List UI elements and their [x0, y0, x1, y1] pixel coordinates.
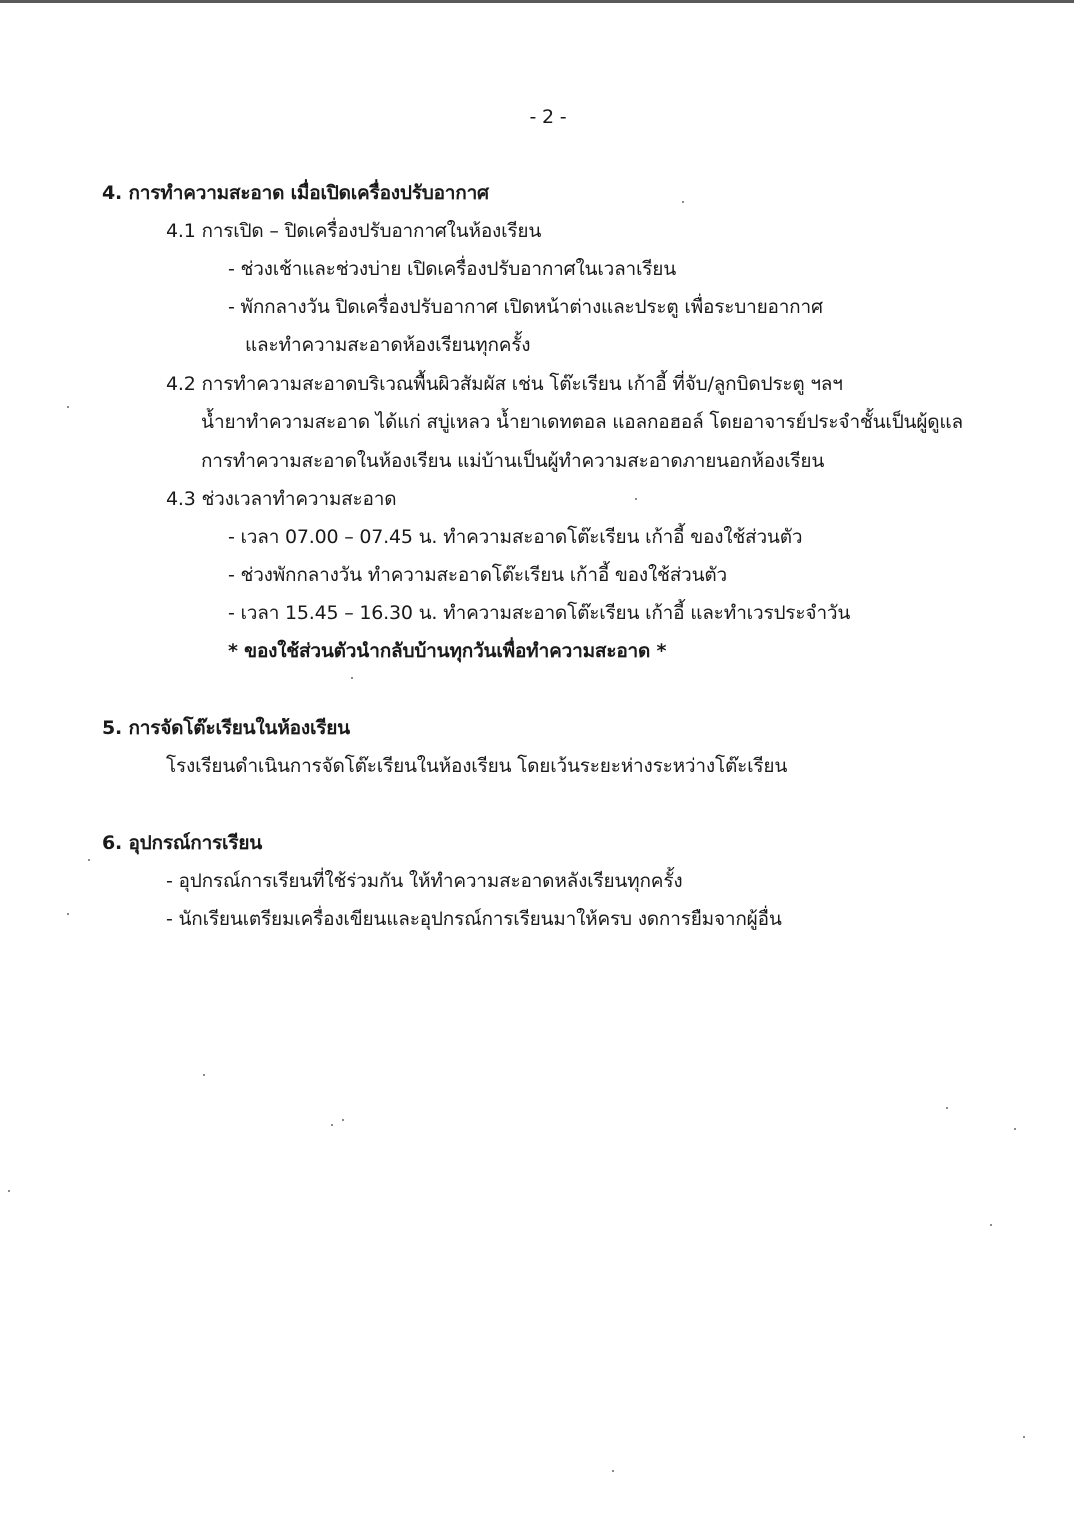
scan-speck [1014, 1128, 1016, 1130]
scan-speck [635, 498, 637, 500]
page-number: - 2 - [529, 106, 567, 128]
scan-speck [990, 1224, 992, 1226]
section-6-item-2: - นักเรียนเตรียมเครื่องเขียนและอุปกรณ์การเรียนมาให้ครบ งดการยืมจากผู้อื่น [166, 908, 782, 930]
section-4-3-item-2: - ช่วงพักกลางวัน ทำความสะอาดโต๊ะเรียน เก้าอี้ ของใช้ส่วนตัว [228, 564, 727, 586]
scan-speck [203, 1074, 205, 1076]
section-4-3-item-3: - เวลา 15.45 – 16.30 น. ทำความสะอาดโต๊ะเรียน เก้าอี้ และทำเวรประจำวัน [228, 602, 851, 624]
section-4-3-title: 4.3 ช่วงเวลาทำความสะอาด [166, 488, 397, 510]
scan-speck [1023, 1436, 1025, 1438]
section-4-1-item-2-continued: และทำความสะอาดห้องเรียนทุกครั้ง [245, 334, 531, 356]
scan-speck [88, 859, 90, 861]
scan-speck [331, 1124, 333, 1126]
section-4-1-item-2: - พักกลางวัน ปิดเครื่องปรับอากาศ เปิดหน้าต่างและประตู เพื่อระบายอากาศ [228, 296, 823, 318]
scan-speck [67, 913, 69, 915]
section-4-3-note: * ของใช้ส่วนตัวนำกลับบ้านทุกวันเพื่อทำความสะอาด * [228, 640, 667, 662]
scan-speck [351, 677, 353, 679]
scan-speck [682, 201, 684, 203]
section-4-2-line-3: การทำความสะอาดในห้องเรียน แม่บ้านเป็นผู้ทำความสะอาดภายนอกห้องเรียน [201, 450, 825, 472]
section-4-heading: 4. การทำความสะอาด เมื่อเปิดเครื่องปรับอากาศ [102, 182, 489, 204]
section-4-1-title: 4.1 การเปิด – ปิดเครื่องปรับอากาศในห้องเรียน [166, 220, 542, 242]
scan-speck [67, 406, 69, 408]
section-5-heading: 5. การจัดโต๊ะเรียนในห้องเรียน [102, 717, 350, 739]
scan-speck [612, 1470, 614, 1472]
section-6-heading: 6. อุปกรณ์การเรียน [102, 832, 263, 854]
section-5-body: โรงเรียนดำเนินการจัดโต๊ะเรียนในห้องเรียน โดยเว้นระยะห่างระหว่างโต๊ะเรียน [166, 755, 788, 777]
scan-speck [946, 1107, 948, 1109]
section-4-2-line-2: น้ำยาทำความสะอาด ได้แก่ สบู่เหลว น้ำยาเดทตอล แอลกอฮอล์ โดยอาจารย์ประจำชั้นเป็นผู้ดูแล [201, 411, 963, 433]
section-4-2-line-1: 4.2 การทำความสะอาดบริเวณพื้นผิวสัมผัส เช่น โต๊ะเรียน เก้าอี้ ที่จับ/ลูกบิดประตู ฯลฯ [166, 373, 843, 395]
section-4-3-item-1: - เวลา 07.00 – 07.45 น. ทำความสะอาดโต๊ะเรียน เก้าอี้ ของใช้ส่วนตัว [228, 526, 803, 548]
section-6-item-1: - อุปกรณ์การเรียนที่ใช้ร่วมกัน ให้ทำความสะอาดหลังเรียนทุกครั้ง [166, 870, 683, 892]
section-4-1-item-1: - ช่วงเช้าและช่วงบ่าย เปิดเครื่องปรับอากาศในเวลาเรียน [228, 258, 677, 280]
scan-top-edge [0, 0, 1074, 3]
scan-speck [8, 1190, 10, 1192]
scan-speck [342, 1119, 344, 1121]
